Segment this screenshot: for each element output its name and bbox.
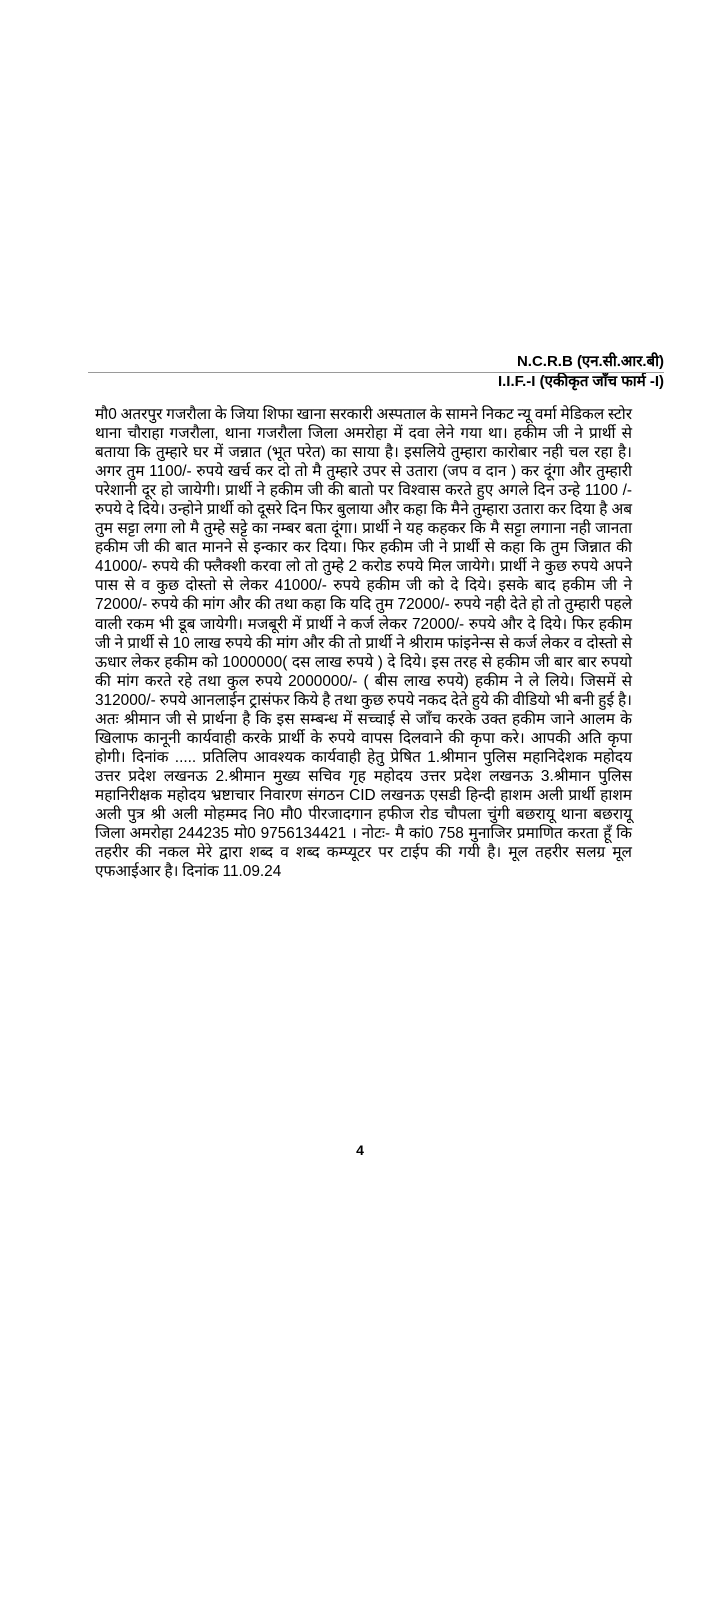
header-divider: [88, 372, 664, 373]
page-number: 4: [356, 1142, 364, 1158]
complaint-body-text: मौ0 अतरपुर गजरौला के जिया शिफा खाना सरकारी अस्पताल के सामने निकट न्यू वर्मा मेडिकल स्टोर थाना चौराहा गजरौला, थाना गजरौला जिला अमरोहा में दवा लेने गया था। हकीम जी ने प्रार्थी से बताया कि तुम्हारे घर में जन्नात (भूत परेत) का साया है। इसलिये तुम्हारा कारोबार नही चल रहा है। अगर तुम 1100/- रुपये खर्च कर दो तो मै तुम्हारे उपर से उतारा (जप व दान ) कर दूंगा और तुम्हारी परेशानी दूर हो जायेगी। प्रार्थी ने हकीम जी की बातो पर विश्वास करते हुए अगले दिन उन्हे 1100 /- रुपये दे दिये। उन्होने प्रार्थी को दूसरे दिन फिर बुलाया और कहा कि मैने तुम्हारा उतारा कर दिया है अब तुम सट्टा लगा लो मै तुम्हे सट्टे का नम्बर बता दूंगा। प्रार्थी ने यह कहकर कि मै सट्टा लगाना नही जानता हकीम जी की बात मानने से इन्कार कर दिया। फिर हकीम जी ने प्रार्थी से कहा कि तुम जिन्नात की 41000/- रुपये की फ्लैक्शी करवा लो तो तुम्हे 2 करोड रुपये मिल जायेगे। प्रार्थी ने कुछ रुपये अपने पास से व कुछ दोस्तो से लेकर 41000/- रुपये हकीम जी को दे दिये। इसके बाद हकीम जी ने 72000/- रुपये की मांग और की तथा कहा कि यदि तुम 72000/- रुपये नही देते हो तो तुम्हारी पहले वाली रकम भी डूब जायेगी। मजबूरी में प्रार्थी ने कर्ज लेकर 72000/- रुपये और दे दिये। फिर हकीम जी ने प्रार्थी से 10 लाख रुपये की मांग और की तो प्रार्थी ने श्रीराम फांइनेन्स से कर्ज लेकर व दोस्तो से ऊधार लेकर हकीम को 1000000( दस लाख रुपये ) दे दिये। इस तरह से हकीम जी बार बार रुपयो की मांग करते रहे तथा कुल रुपये 2000000/- ( बीस लाख रुपये) हकीम ने ले लिये। जिसमें से 312000/- रुपये आनलाईन ट्रासंफर किये है तथा कुछ रुपये नकद देते हुये की वीडियो भी बनी हुई है। अतः श्रीमान जी से प्रार्थना है कि इस सम्बन्ध में सच्चाई से जाँच करके उक्त हकीम जाने आलम के खिलाफ कानूनी कार्यवाही करके प्रार्थी के रुपये वापस दिलवाने की कृपा करे। आपकी अति कृपा होगी। दिनांक ..... प्रतिलिप आवश्यक कार्यवाही हेतु प्रेषित 1.श्रीमान पुलिस महानिदेशक महोदय उत्तर प्रदेश लखनऊ 2.श्रीमान मुख्य सचिव गृह महोदय उत्तर प्रदेश लखनऊ 3.श्रीमान पुलिस महानिरीक्षक महोदय भ्रष्टाचार निवारण संगठन CID लखनऊ एसडी हिन्दी हाशम अली प्रार्थी हाशम अली पुत्र श्री अली मोहम्मद नि0 मौ0 पीरजादगान हफीज रोड चौपला चुंगी बछरायू थाना बछरायू जिला अमरोहा 244235 मो0 9756134421 । नोटः- मै कां0 758 मुनाजिर प्रमाणित करता हूँ कि तहरीर की नकल मेरे द्वारा शब्द व शब्द कम्प्यूटर पर टाईप की गयी है। मूल तहरीर सलग्र मूल एफआईआर है। दिनांक 11.09.24: [95, 406, 632, 881]
header-iif: I.I.F.-I (एकीकृत जाँच फार्म -I): [497, 373, 664, 390]
header-ncrb: N.C.R.B (एन.सी.आर.बी): [516, 353, 664, 370]
